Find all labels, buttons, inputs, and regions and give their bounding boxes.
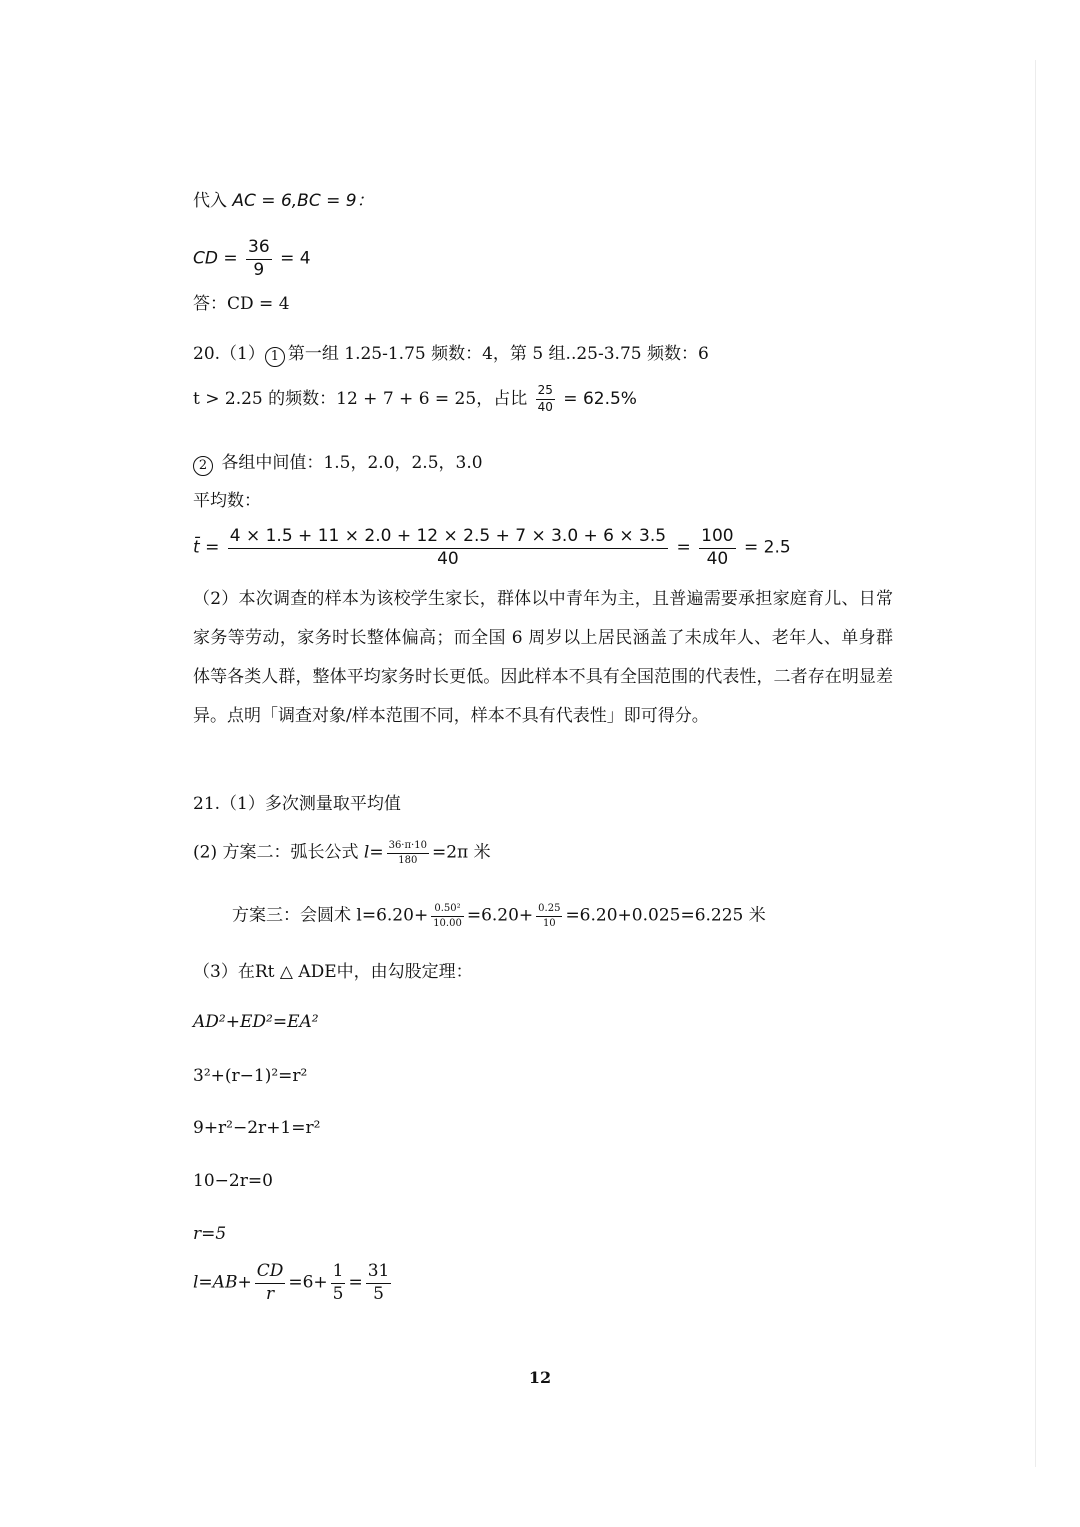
line-substitute [193, 193, 374, 210]
text: 方案三：会圆术 [232, 905, 351, 926]
numerator: 31 [366, 1262, 392, 1284]
question-number: 20.（1） [193, 344, 265, 364]
numerator: 1 [331, 1262, 346, 1284]
math: l=6.20+ [356, 905, 429, 926]
numerator: 4 × 1.5 + 11 × 2.0 + 12 × 2.5 + 7 × 3.0 + 6 × 3.5 [228, 527, 668, 549]
math: = 2.5 [744, 537, 791, 558]
q21-line3 [232, 903, 766, 929]
denominator: 40 [537, 399, 553, 414]
denominator: 5 [373, 1283, 384, 1304]
text: 各组中间值：1.5，2.0，2.5，3.0 [221, 453, 483, 473]
math: CD = [193, 248, 238, 269]
line-cd-fraction [193, 238, 311, 280]
fraction [387, 840, 429, 866]
equation-1: AD²+ED²=EA² [193, 1012, 319, 1032]
line-answer: 答：CD = 4 [193, 294, 290, 314]
fraction [366, 1262, 392, 1304]
math: t̄ = [193, 537, 220, 558]
math: l=AB+ [193, 1272, 252, 1293]
math: = 62.5% [563, 388, 637, 409]
denominator: 40 [437, 548, 459, 569]
denominator: 10.00 [433, 917, 462, 929]
fraction [228, 527, 668, 569]
page-number: 12 [528, 1368, 552, 1387]
circled-number: 2 [193, 456, 213, 476]
equation-6 [193, 1262, 394, 1304]
fraction [246, 238, 272, 280]
fraction [536, 384, 555, 415]
math: l= [363, 842, 384, 863]
math: AC = 6,BC = 9： [232, 191, 374, 211]
numerator: 36 [246, 238, 272, 260]
equation-2: 3²+(r−1)²=r² [193, 1066, 308, 1086]
math: = 4 [280, 248, 311, 269]
denominator: 40 [706, 548, 729, 569]
q20-line4: 平均数： [193, 491, 261, 511]
numerator: 100 [699, 527, 735, 549]
text: (2) 方案二：弧长公式 [193, 842, 359, 863]
text: =2π 米 [431, 842, 491, 863]
q20-line3 [193, 455, 483, 476]
numerator: 36·π·10 [387, 840, 429, 854]
text: t > 2.25 的频数：12 + 7 + 6 = 25，占比 [193, 388, 528, 409]
fraction [699, 527, 735, 569]
equation-4: 10−2r=0 [193, 1171, 273, 1191]
denominator: 9 [253, 259, 265, 280]
denominator: 5 [332, 1283, 344, 1304]
numerator: 0.25 [536, 903, 562, 917]
equation-5: r=5 [193, 1224, 227, 1244]
text: =6.20+0.025=6.225 米 [565, 905, 766, 926]
fraction [536, 903, 562, 929]
q21-line2 [193, 840, 491, 866]
math: = [348, 1272, 363, 1293]
q21-line1: 21.（1）多次测量取平均值 [193, 794, 401, 814]
q20-part2-paragraph: （2）本次调查的样本为该校学生家长，群体以中青年为主，且普遍需要承担家庭育儿、日常家务等劳动，家务时长整体偏高；而全国 6 周岁以上居民涵盖了未成年人、老年人、单身群体等各类人群，整体平均家务时长更低。因此样本不具有全国范围的代表性，二者存在明显差异。点明「调查对象/样本范围不同，样本不具有代表性」即可得分。 [193, 589, 893, 726]
equation-3: 9+r²−2r+1=r² [193, 1118, 321, 1138]
denominator: 180 [398, 854, 418, 866]
denominator: 10 [542, 917, 556, 929]
scan-edge [1035, 60, 1036, 1467]
q20-mean [193, 527, 791, 569]
text: 第一组 1.25-1.75 频数：4，第 5 组..25-3.75 频数：6 [287, 344, 709, 364]
numerator: CD [255, 1262, 286, 1284]
q21-line4: （3）在Rt △ ADE中，由勾股定理： [193, 962, 473, 982]
math: = [676, 537, 691, 558]
fraction [431, 903, 464, 929]
math: =6.20+ [466, 905, 534, 926]
circled-number: 1 [265, 347, 285, 367]
math: =6+ [288, 1272, 328, 1293]
numerator: 25 [536, 384, 555, 400]
numerator: 0.50² [431, 903, 464, 917]
denominator: r [265, 1283, 275, 1304]
q20-line2 [193, 384, 637, 415]
fraction [331, 1262, 346, 1304]
q20-line1 [193, 346, 709, 367]
text: 代入 [193, 191, 227, 211]
fraction [255, 1262, 286, 1304]
